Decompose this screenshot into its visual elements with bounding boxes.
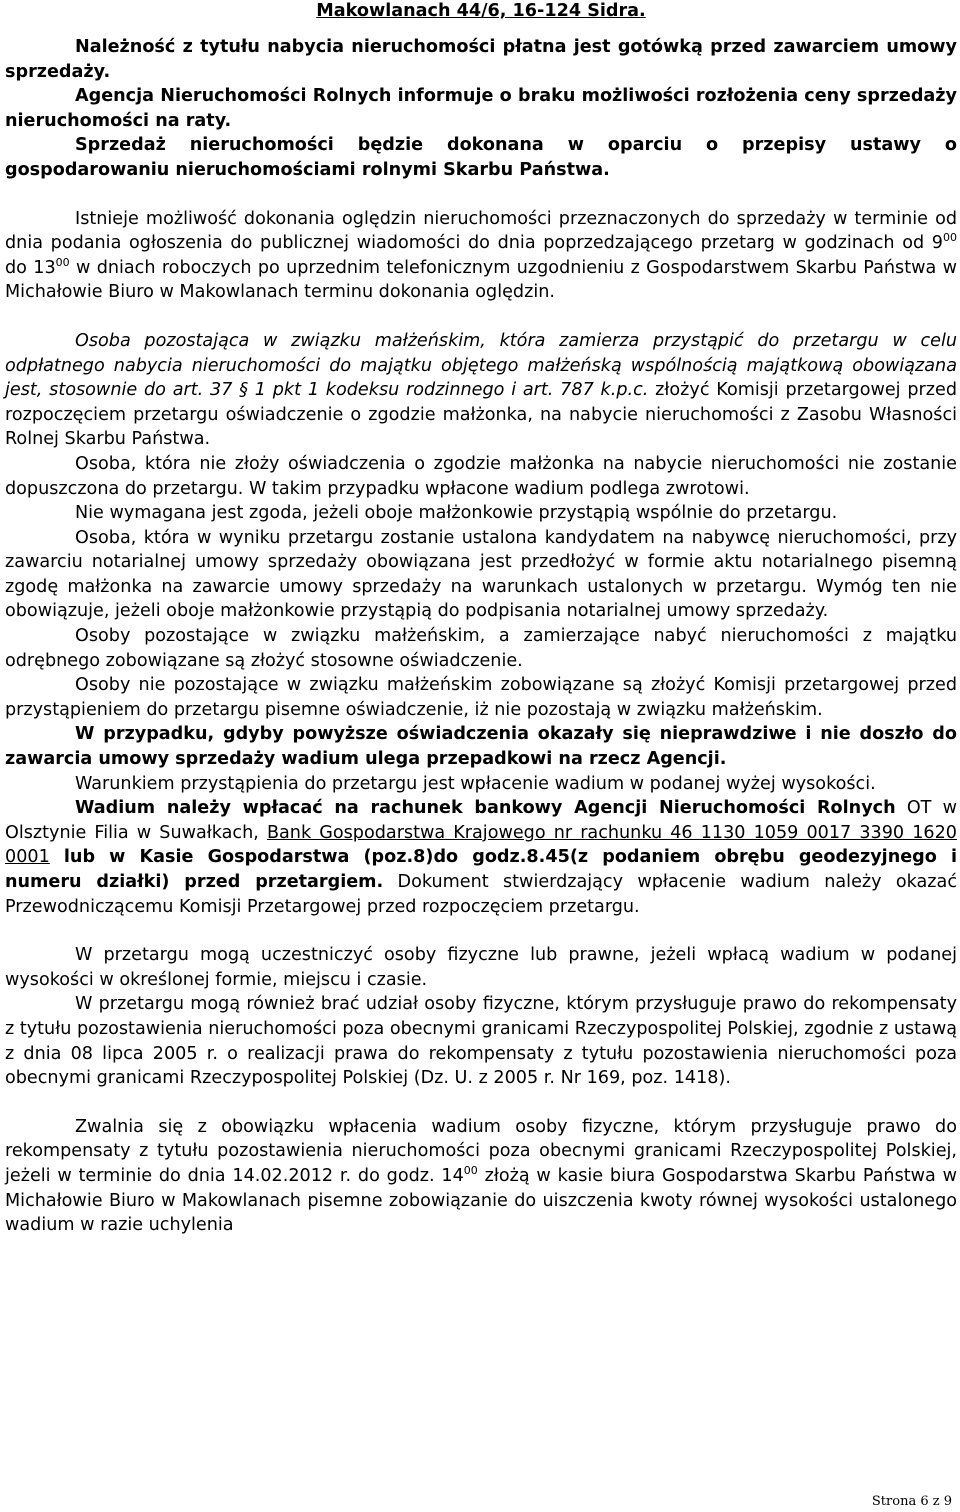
forfeit-paragraph: W przypadku, gdyby powyższe oświadczenia okazały się nieprawdziwe i nie doszło do zawarcia umowy sprzedaży wadium ulega przepadkowi na rzecz Agencji. — [5, 724, 957, 770]
address-heading: Makowlanach 44/6, 16-124 Sidra. — [316, 1, 646, 21]
inspection-paragraph: Istnieje możliwość dokonania oględzin nieruchomości przeznaczonych do sprzedaży w terminie od dnia podania ogłoszenia do publicznej wiadomości do dnia poprzedzającego przetarg w godzinach od $9^{00}$ do $13^{00}$ w dniach roboczych po uprzednim telefonicznym uzgodnieniu z Gospodarstwem Skarbu Państwa w Michałowie Biuro w Makowlanach terminu dokonania oględzin. — [5, 208, 957, 303]
compensation-paragraph: W przetargu mogą również brać udział osoby fizyczne, którym przysługuje prawo do rekompensaty z tytułu pozostawienia nieruchomości poza obecnymi granicami Rzeczypospolitej Polskiej, zgodnie z ustawą z dnia 08 lipca 2005 r. o realizacji prawa do rekompensaty z tytułu pozostawienia nieruchomości poza obecnymi granicami Rzeczypospolitej Polskiej (Dz. U. z 2005 r. Nr 169, poz. 1418). — [5, 994, 957, 1089]
no-consent-paragraph: Osoba, która nie złoży oświadczenia o zgodzie małżonka na nabycie nieruchomości nie zostanie dopuszczona do przetargu. W takim przypadku wpłacone wadium podlega zwrotowi. — [5, 453, 957, 499]
payment-note: Należność z tytułu nabycia nieruchomości płatna jest gotówką przed zawarciem umowy sprzedaży. — [5, 37, 957, 82]
participants-paragraph: W przetargu mogą uczestniczyć osoby fizyczne lub prawne, jeżeli wpłacą wadium w podanej wysokości w określonej formie, miejscu i czasie. — [5, 945, 957, 990]
separate-property-paragraph: Osoby pozostające w związku małżeńskim, a zamierzające nabyć nieruchomości z majątku odrębnego zobowiązane są złożyć stosowne oświadczenie. — [5, 626, 957, 671]
document-page — [5, 0, 957, 1238]
page-number: Strona 6 z 9 — [871, 1494, 952, 1509]
deposit-paragraph: Wadium należy wpłacać na rachunek bankowy Agencji Nieruchomości Rolnych OT w Olsztynie Filia w Suwałkach, Bank Gospodarstwa Krajowego nr rachunku 46 1130 1059 0017 3390 1620 0001 lub w Kasie Gospodarstwa (poz.8)do godz.8.45(z podaniem obrębu geodezyjnego i numeru działki) przed przetargiem. Dokument stwierdzający wpłacenie wadium należy okazać Przewodniczącemu Komisji Przetargowej przed rozpoczęciem przetargu. — [5, 798, 958, 917]
installments-note: Agencja Nieruchomości Rolnych informuje o braku możliwości rozłożenia ceny sprzedaży nieruchomości na raty. — [5, 86, 957, 131]
bank-account: Bank Gospodarstwa Krajowego nr rachunku 46 1130 1059 0017 3390 1620 0001 — [5, 822, 957, 868]
legal-basis-note: Sprzedaż nieruchomości będzie dokonana w oparciu o przepisy ustawy o gospodarowaniu nieruchomościami rolnymi Skarbu Państwa. — [5, 135, 957, 180]
exemption-paragraph: Zwalnia się z obowiązku wpłacenia wadium osoby fizyczne, którym przysługuje prawo do rekompensaty z tytułu pozostawienia nieruchomości poza obecnymi granicami Rzeczypospolitej Polskiej, jeżeli w terminie do dnia 14.02.2012 r. do godz. $14^{00}$ złożą w kasie biura Gospodarstwa Skarbu Państwa w Michałowie Biuro w Makowlanach pisemne zobowiązanie do uiszczenia kwoty równej wysokości ustalonego wadium w razie uchylenia — [5, 1116, 958, 1236]
notarial-consent-paragraph: Osoba, która w wyniku przetargu zostanie ustalona kandydatem na nabywcę nieruchomości, przy zawarciu notarialnej umowy sprzedaży obowiązana jest przedłożyć w formie aktu notarialnego pisemną zgodę małżonka na zawarcie umowy sprzedaży na warunkach ustalonych w przetargu. Wymóg ten nie obowiązuje, jeżeli oboje małżonkowie przystąpią do podpisania notarialnej umowy sprzedaży. — [5, 527, 957, 622]
unmarried-paragraph: Osoby nie pozostające w związku małżeńskim zobowiązane są złożyć Komisji przetargowej przed przystąpieniem do przetargu pisemne oświadczenie, iż nie pozostają w związku małżeńskim. — [5, 675, 957, 720]
deposit-condition-paragraph: Warunkiem przystąpienia do przetargu jest wpłacenie wadium w podanej wyżej wysokości. — [75, 773, 876, 794]
joint-spouses-paragraph: Nie wymagana jest zgoda, jeżeli oboje małżonkowie przystąpią wspólnie do przetargu. — [75, 503, 838, 524]
spouse-consent-paragraph: Osoba pozostająca w związku małżeńskim, która zamierza przystąpić do przetargu w celu odpłatnego nabycia nieruchomości do majątku objętego małżeńską wspólnością majątkową obowiązana jest, stosownie do art. 37 § 1 pkt 1 kodeksu rodzinnego i art. 787 k.p.c. złożyć Komisji przetargowej przed rozpoczęciem przetargu oświadczenie o zgodzie małżonka, na nabycie nieruchomości z Zasobu Własności Rolnej Skarbu Państwa. — [5, 330, 957, 450]
